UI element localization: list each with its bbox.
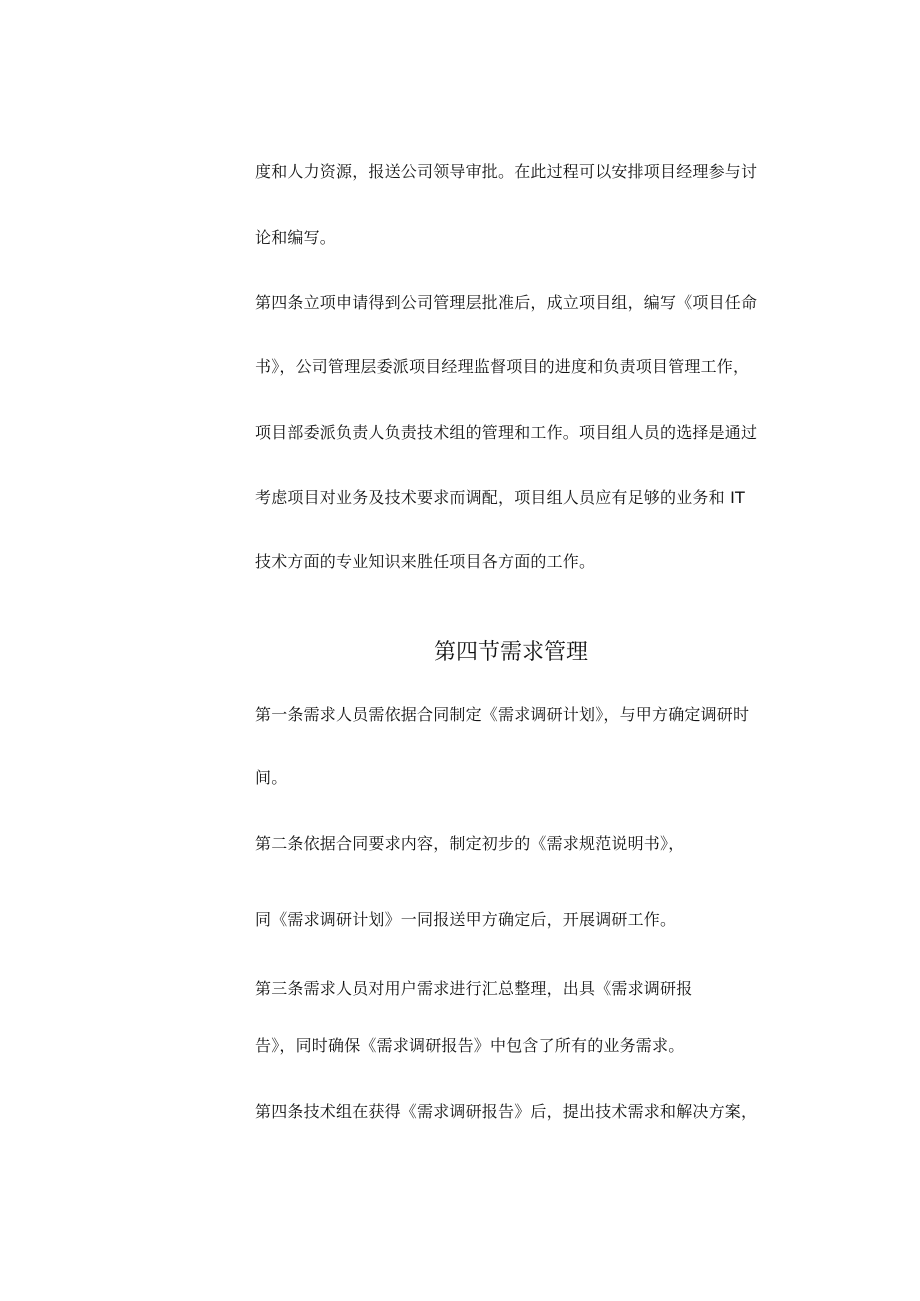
paragraph-line: 书》，公司管理层委派项目经理监督项目的进度和负责项目管理工作， (255, 357, 750, 376)
article-4-line: 第四条技术组在获得《需求调研报告》后，提出技术需求和解决方案， (255, 1102, 758, 1121)
paragraph-line: 技术方面的专业知识来胜任项目各方面的工作。 (255, 552, 596, 571)
paragraph-line: 间。 (255, 768, 288, 787)
paragraph-line: 度和人力资源，报送公司领导审批。在此过程可以安排项目经理参与讨 (255, 162, 758, 181)
article-4-line: 第四条立项申请得到公司管理层批准后，成立项目组，编写《项目任命 (255, 293, 758, 312)
article-2-line: 第二条依据合同要求内容，制定初步的《需求规范说明书》， (255, 834, 685, 853)
paragraph-line: 告》，同时确保《需求调研报告》中包含了所有的业务需求。 (255, 1036, 685, 1055)
section-heading: 第四节需求管理 (433, 640, 588, 665)
paragraph-line: 同《需求调研计划》一同报送甲方确定后，开展调研工作。 (255, 910, 677, 929)
article-3-line: 第三条需求人员对用户需求进行汇总整理，出具《需求调研报 (255, 979, 693, 998)
article-1-line: 第一条需求人员需依据合同制定《需求调研计划》，与甲方确定调研时 (255, 705, 750, 724)
paragraph-line: 论和编写。 (255, 228, 337, 247)
paragraph-line: 考虑项目对业务及技术要求而调配，项目组人员应有足够的业务和 IT (255, 488, 745, 507)
paragraph-line: 项目部委派负责人负责技术组的管理和工作。项目组人员的选择是通过 (255, 423, 758, 442)
